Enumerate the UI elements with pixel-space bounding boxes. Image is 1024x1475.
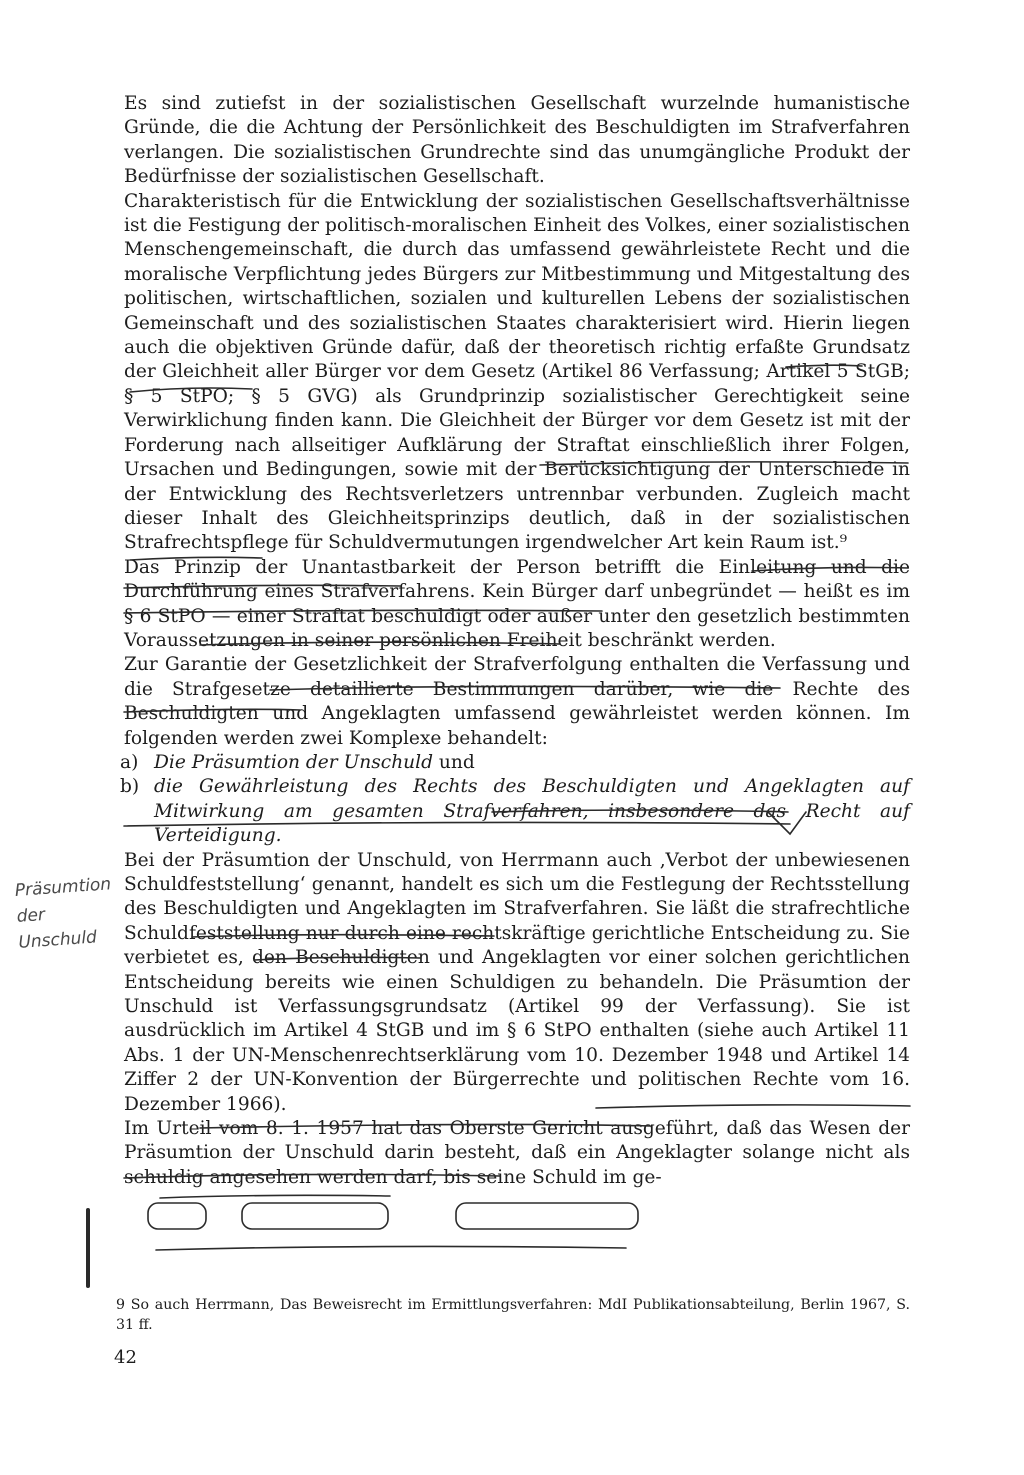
list-item	[120, 751, 910, 775]
footnote: 9 So auch Herrmann, Das Beweisrecht im Ermittlungsverfahren: MdI Publikationsabteilung, Berlin 1967, S. 31 ff.	[116, 1297, 910, 1333]
margin-note-line: der	[16, 904, 46, 927]
handwritten-margin-note	[14, 870, 129, 955]
margin-note-line: Präsumtion	[14, 874, 112, 901]
circle-mark	[242, 1203, 388, 1229]
list-marker: a)	[120, 751, 139, 773]
paragraph-inviolability: Das Prinzip der Unantastbarkeit der Person betrifft die Einleitung und die Durchführung eines Strafverfahrens. Kein Bürger darf unbegründet — heißt es im § 6 StPO — einer Straftat beschuldigt oder außer unter den gesetzlich bestimmten Voraussetzungen in seiner persönlichen Freiheit beschränkt werden.	[124, 556, 910, 651]
list-marker: b)	[120, 776, 140, 798]
underline-mark	[156, 1246, 626, 1250]
list-item-tail: und	[433, 751, 475, 773]
paragraph-humanistic-reasons: Es sind zutiefst in der sozialistischen Gesellschaft wurzelnde humanistische Gründe, die die Achtung der Persönlichkeit des Beschuldigten im Strafverfahren verlangen. Die sozialistischen Grundrechte sind das unumgängliche Produkt der Bedürfnisse der sozialistischen Gesellschaft.	[124, 93, 910, 188]
complex-list	[120, 751, 910, 849]
page-number: 42	[114, 1347, 137, 1368]
underline-mark	[160, 1195, 390, 1198]
circle-mark	[456, 1203, 638, 1229]
list-item-text: Die Präsumtion der Unschuld	[154, 751, 434, 773]
list-item	[120, 775, 910, 848]
paragraph-court-ruling: Im Urteil vom 8. 1. 1957 hat das Oberste Gericht ausgeführt, daß das Wesen der Präsumtion der Unschuld darin besteht, daß ein Angeklagter solange nicht als schuldig angesehen werden darf, bis seine Schuld im ge-	[124, 1118, 910, 1188]
body-text	[120, 92, 910, 1190]
paragraph-equality-principle: Charakteristisch für die Entwicklung der sozialistischen Gesellschaftsverhältnisse ist die Festigung der politisch-moralischen Einheit des Volkes, einer sozialistischen Menschengemeinschaft, die durch das umfassend gewährleistete Recht und die moralische Verpflichtung jedes Bürgers zur Mitbestimmung und Mitgestaltung des politischen, wirtschaftlichen, sozialen und kulturellen Lebens der sozialistischen Gemeinschaft und des sozialistischen Staates charakterisiert wird. Hierin liegen auch die objektiven Gründe dafür, daß der theoretisch richtig erfaßte Grundsatz der Gleichheit aller Bürger vor dem Gesetz (Artikel 86 Verfassung; Artikel 5 StGB; § 5 StPO; § 5 GVG) als Grundprinzip sozialistischer Gerechtigkeit seine Verwirklichung finden kann. Die Gleichheit der Bürger vor dem Gesetz ist mit der Forderung nach allseitiger Aufklärung der Straftat einschließlich ihrer Folgen, Ursachen und Bedingungen, sowie mit der Berücksichtigung der Unterschiede in der Entwicklung des Rechtsverletzers untrennbar verbunden. Zugleich macht dieser Inhalt des Gleichheitsprinzips deutlich, daß in der sozialistischen Strafrechtspflege für Schuldvermutungen irgendwelcher Art kein Raum ist.⁹	[124, 190, 910, 554]
margin-note-line: Unschuld	[17, 927, 98, 953]
list-item-text: die Gewährleistung des Rechts des Beschuldigten und Angeklagten auf Mitwirkung am gesamten Strafverfahren, insbesondere das Recht auf Verteidigung.	[154, 776, 910, 847]
circle-mark	[148, 1203, 206, 1229]
paragraph-presumption: Bei der Präsumtion der Unschuld, von Herrmann auch ‚Verbot der unbewiesenen Schuldfeststellung‘ genannt, handelt es sich um die Festlegung der Rechtsstellung des Beschuldigten und Angeklagten im Strafverfahren. Sie läßt die strafrechtliche Schuldfeststellung nur durch eine rechtskräftige gerichtliche Entscheidung zu. Sie verbietet es, den Beschuldigten und Angeklagten vor einer solchen gerichtlichen Entscheidung bereits wie einen Schuldigen zu behandeln. Die Präsumtion der Unschuld ist Verfassungsgrundsatz (Artikel 99 der Verfassung). Sie ist ausdrücklich im Artikel 4 StGB und im § 6 StPO enthalten (siehe auch Artikel 11 Abs. 1 der UN-Menschenrechtserklärung vom 10. Dezember 1948 und Artikel 14 Ziffer 2 der UN-Konvention der Bürgerrechte und politischen Rechte vom 16. Dezember 1966).	[124, 849, 910, 1115]
margin-bar-mark	[86, 1208, 90, 1288]
paragraph-guarantee: Zur Garantie der Gesetzlichkeit der Strafverfolgung enthalten die Verfassung und die Strafgesetze detaillierte Bestimmungen darüber, wie die Rechte des Beschuldigten und Angeklagten umfassend gewährleistet werden können. Im folgenden werden zwei Komplexe behandelt:	[124, 654, 910, 749]
